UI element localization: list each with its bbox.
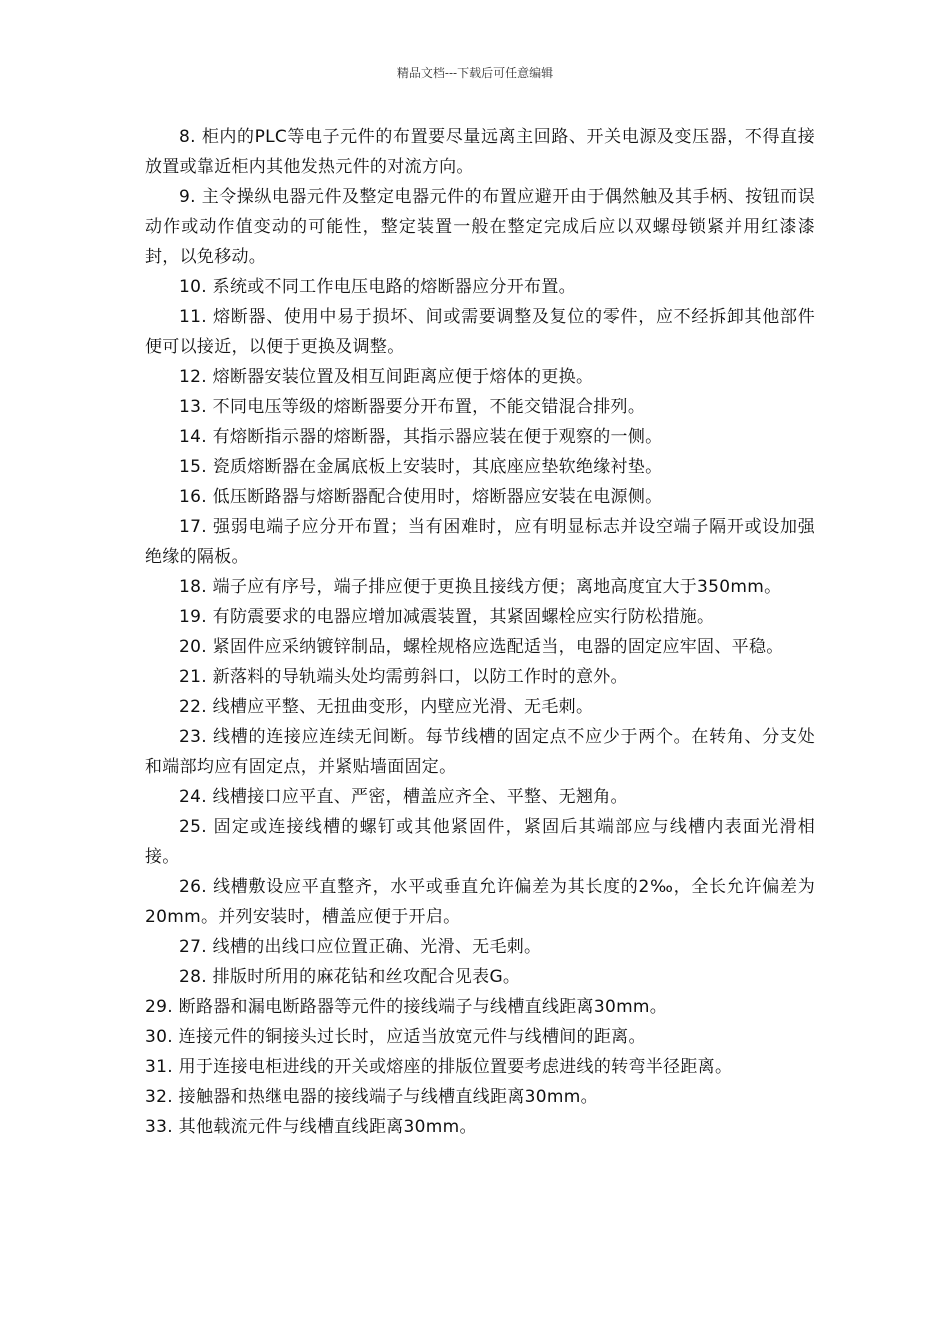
list-item-15: 15. 瓷质熔断器在金属底板上安装时，其底座应垫软绝缘衬垫。 — [179, 457, 663, 477]
list-item-10: 10. 系统或不同工作电压电路的熔断器应分开布置。 — [179, 277, 576, 297]
page-header: 精品文档---下载后可任意编辑 — [396, 66, 554, 80]
list-item-28: 28. 排版时所用的麻花钻和丝攻配合见表G。 — [179, 967, 521, 987]
list-item-17: 17. 强弱电端子应分开布置；当有困难时，应有明显标志并设空端子隔开或设加强绝缘的隔板。 — [145, 517, 815, 567]
list-item-29: 29. 断路器和漏电断路器等元件的接线端子与线槽直线距离30mm。 — [145, 997, 668, 1017]
list-item-25: 25. 固定或连接线槽的螺钉或其他紧固件，紧固后其端部应与线槽内表面光滑相接。 — [145, 817, 815, 867]
list-item-33: 33. 其他载流元件与线槽直线距离30mm。 — [145, 1117, 477, 1137]
list-item-14: 14. 有熔断指示器的熔断器，其指示器应装在便于观察的一侧。 — [179, 427, 663, 447]
list-item-31: 31. 用于连接电柜进线的开关或熔座的排版位置要考虑进线的转弯半径距离。 — [145, 1057, 733, 1077]
list-item-9: 9. 主令操纵电器元件及整定电器元件的布置应避开由于偶然触及其手柄、按钮而误动作或动作值变动的可能性，整定装置一般在整定完成后应以双螺母锁紧并用红漆漆封，以免移动。 — [145, 187, 815, 267]
list-item-27: 27. 线槽的出线口应位置正确、光滑、无毛刺。 — [179, 937, 542, 957]
list-item-20: 20. 紧固件应采纳镀锌制品，螺栓规格应选配适当，电器的固定应牢固、平稳。 — [179, 637, 784, 657]
list-item-11: 11. 熔断器、使用中易于损坏、间或需要调整及复位的零件，应不经拆卸其他部件便可以接近，以便于更换及调整。 — [145, 307, 815, 357]
list-item-18: 18. 端子应有序号，端子排应便于更换且接线方便；离地高度宜大于350mm。 — [179, 577, 782, 597]
list-item-12: 12. 熔断器安装位置及相互间距离应便于熔体的更换。 — [179, 367, 594, 387]
document-body — [145, 122, 815, 1142]
list-item-13: 13. 不同电压等级的熔断器要分开布置，不能交错混合排列。 — [179, 397, 646, 417]
list-item-8: 8. 柜内的PLC等电子元件的布置要尽量远离主回路、开关电源及变压器，不得直接放置或靠近柜内其他发热元件的对流方向。 — [145, 127, 815, 177]
list-item-32: 32. 接触器和热继电器的接线端子与线槽直线距离30mm。 — [145, 1087, 598, 1107]
list-item-23: 23. 线槽的连接应连续无间断。每节线槽的固定点不应少于两个。在转角、分支处和端部均应有固定点，并紧贴墙面固定。 — [145, 727, 815, 777]
list-item-16: 16. 低压断路器与熔断器配合使用时，熔断器应安装在电源侧。 — [179, 487, 663, 507]
list-item-26: 26. 线槽敷设应平直整齐，水平或垂直允许偏差为其长度的2‰，全长允许偏差为20mm。并列安装时，槽盖应便于开启。 — [145, 877, 815, 927]
list-item-21: 21. 新落料的导轨端头处均需剪斜口，以防工作时的意外。 — [179, 667, 628, 687]
list-item-19: 19. 有防震要求的电器应增加减震装置，其紧固螺栓应实行防松措施。 — [179, 607, 715, 627]
list-item-22: 22. 线槽应平整、无扭曲变形，内壁应光滑、无毛刺。 — [179, 697, 594, 717]
list-item-24: 24. 线槽接口应平直、严密，槽盖应齐全、平整、无翘角。 — [179, 787, 628, 807]
list-item-30: 30. 连接元件的铜接头过长时，应适当放宽元件与线槽间的距离。 — [145, 1027, 646, 1047]
